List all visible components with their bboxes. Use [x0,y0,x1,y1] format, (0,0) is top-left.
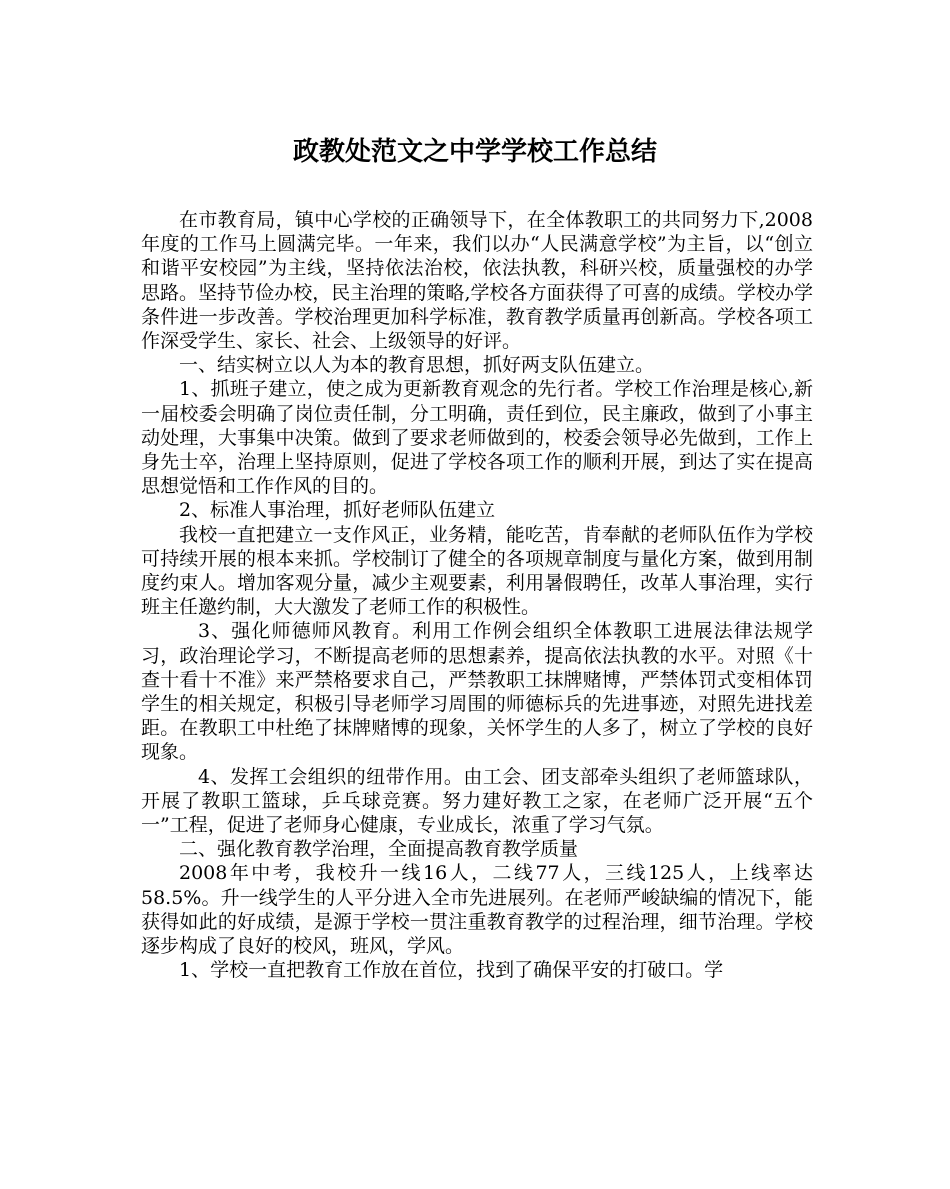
paragraph-2-intro: 2008年中考，我校升一线16人，二线77人，三线125人，上线率达58.5%。升一线学生的人平分进入全市先进展列。在老师严峻缺编的情况下，能获得如此的好成绩，是源于学校一贯注重教育教学的过程治理，细节治理。学校逐步构成了良好的校风，班风，学风。 [141,862,813,958]
paragraph-1-3: 3、强化师德师风教育。利用工作例会组织全体教职工进展法律法规学习，政治理论学习，不断提高老师的思想素养，提高依法执教的水平。对照《十查十看十不准》来严禁格要求自己，严禁教职工抹牌赌博，严禁体罚式变相体罚学生的相关规定，积极引导老师学习周围的师德标兵的先进事迹，对照先进找差距。在教职工中杜绝了抹牌赌博的现象，关怀学生的人多了，树立了学校的良好现象。 [141,620,813,764]
page-title: 政教处范文之中学学校工作总结 [292,137,657,167]
paragraph-1-2: 我校一直把建立一支作风正，业务精，能吃苦，肯奉献的老师队伍作为学校可持续开展的根本来抓。学校制订了健全的各项规章制度与量化方案，做到用制度约束人。增加客观分量，减少主观要素，利用暑假聘任，改革人事治理，实行班主任邀约制，大大激发了老师工作的积极性。 [141,523,813,619]
paragraph-intro: 在市教育局，镇中心学校的正确领导下，在全体教职工的共同努力下,2008年度的工作马上圆满完毕。一年来，我们以办“人民满意学校”为主旨，以“创立和谐平安校园”为主线，坚持依法治校，依法执教，科研兴校，质量强校的办学思路。坚持节俭办校，民主治理的策略,学校各方面获得了可喜的成绩。学校办学条件进一步改善。学校治理更加科学标准，教育教学质量再创新高。学校各项工作深受学生、家长、社会、上级领导的好评。 [141,209,813,353]
subheading-1-2: 2、标准人事治理，抓好老师队伍建立 [179,499,496,522]
section-heading-2: 二、强化教育教学治理，全面提高教育教学质量 [179,838,579,861]
paragraph-2-1: 1、学校一直把教育工作放在首位，找到了确保平安的打破口。学 [179,959,724,982]
document-body [141,208,813,983]
section-heading-1: 一、结实树立以人为本的教育思想，抓好两支队伍建立。 [179,354,655,377]
paragraph-1-4: 4、发挥工会组织的纽带作用。由工会、团支部牵头组织了老师篮球队，开展了教职工篮球，乒乓球竞赛。努力建好教工之家，在老师广泛开展“五个一”工程，促进了老师身心健康，专业成长，浓重了学习气氛。 [141,765,813,837]
paragraph-1-1: 1、抓班子建立，使之成为更新教育观念的先行者。学校工作治理是核心,新一届校委会明确了岗位责任制，分工明确，责任到位，民主廉政，做到了小事主动处理，大事集中决策。做到了要求老师做到的，校委会领导必先做到，工作上身先士卒，治理上坚持原则，促进了学校各项工作的顺利开展，到达了实在提高思想觉悟和工作作风的目的。 [141,378,813,498]
